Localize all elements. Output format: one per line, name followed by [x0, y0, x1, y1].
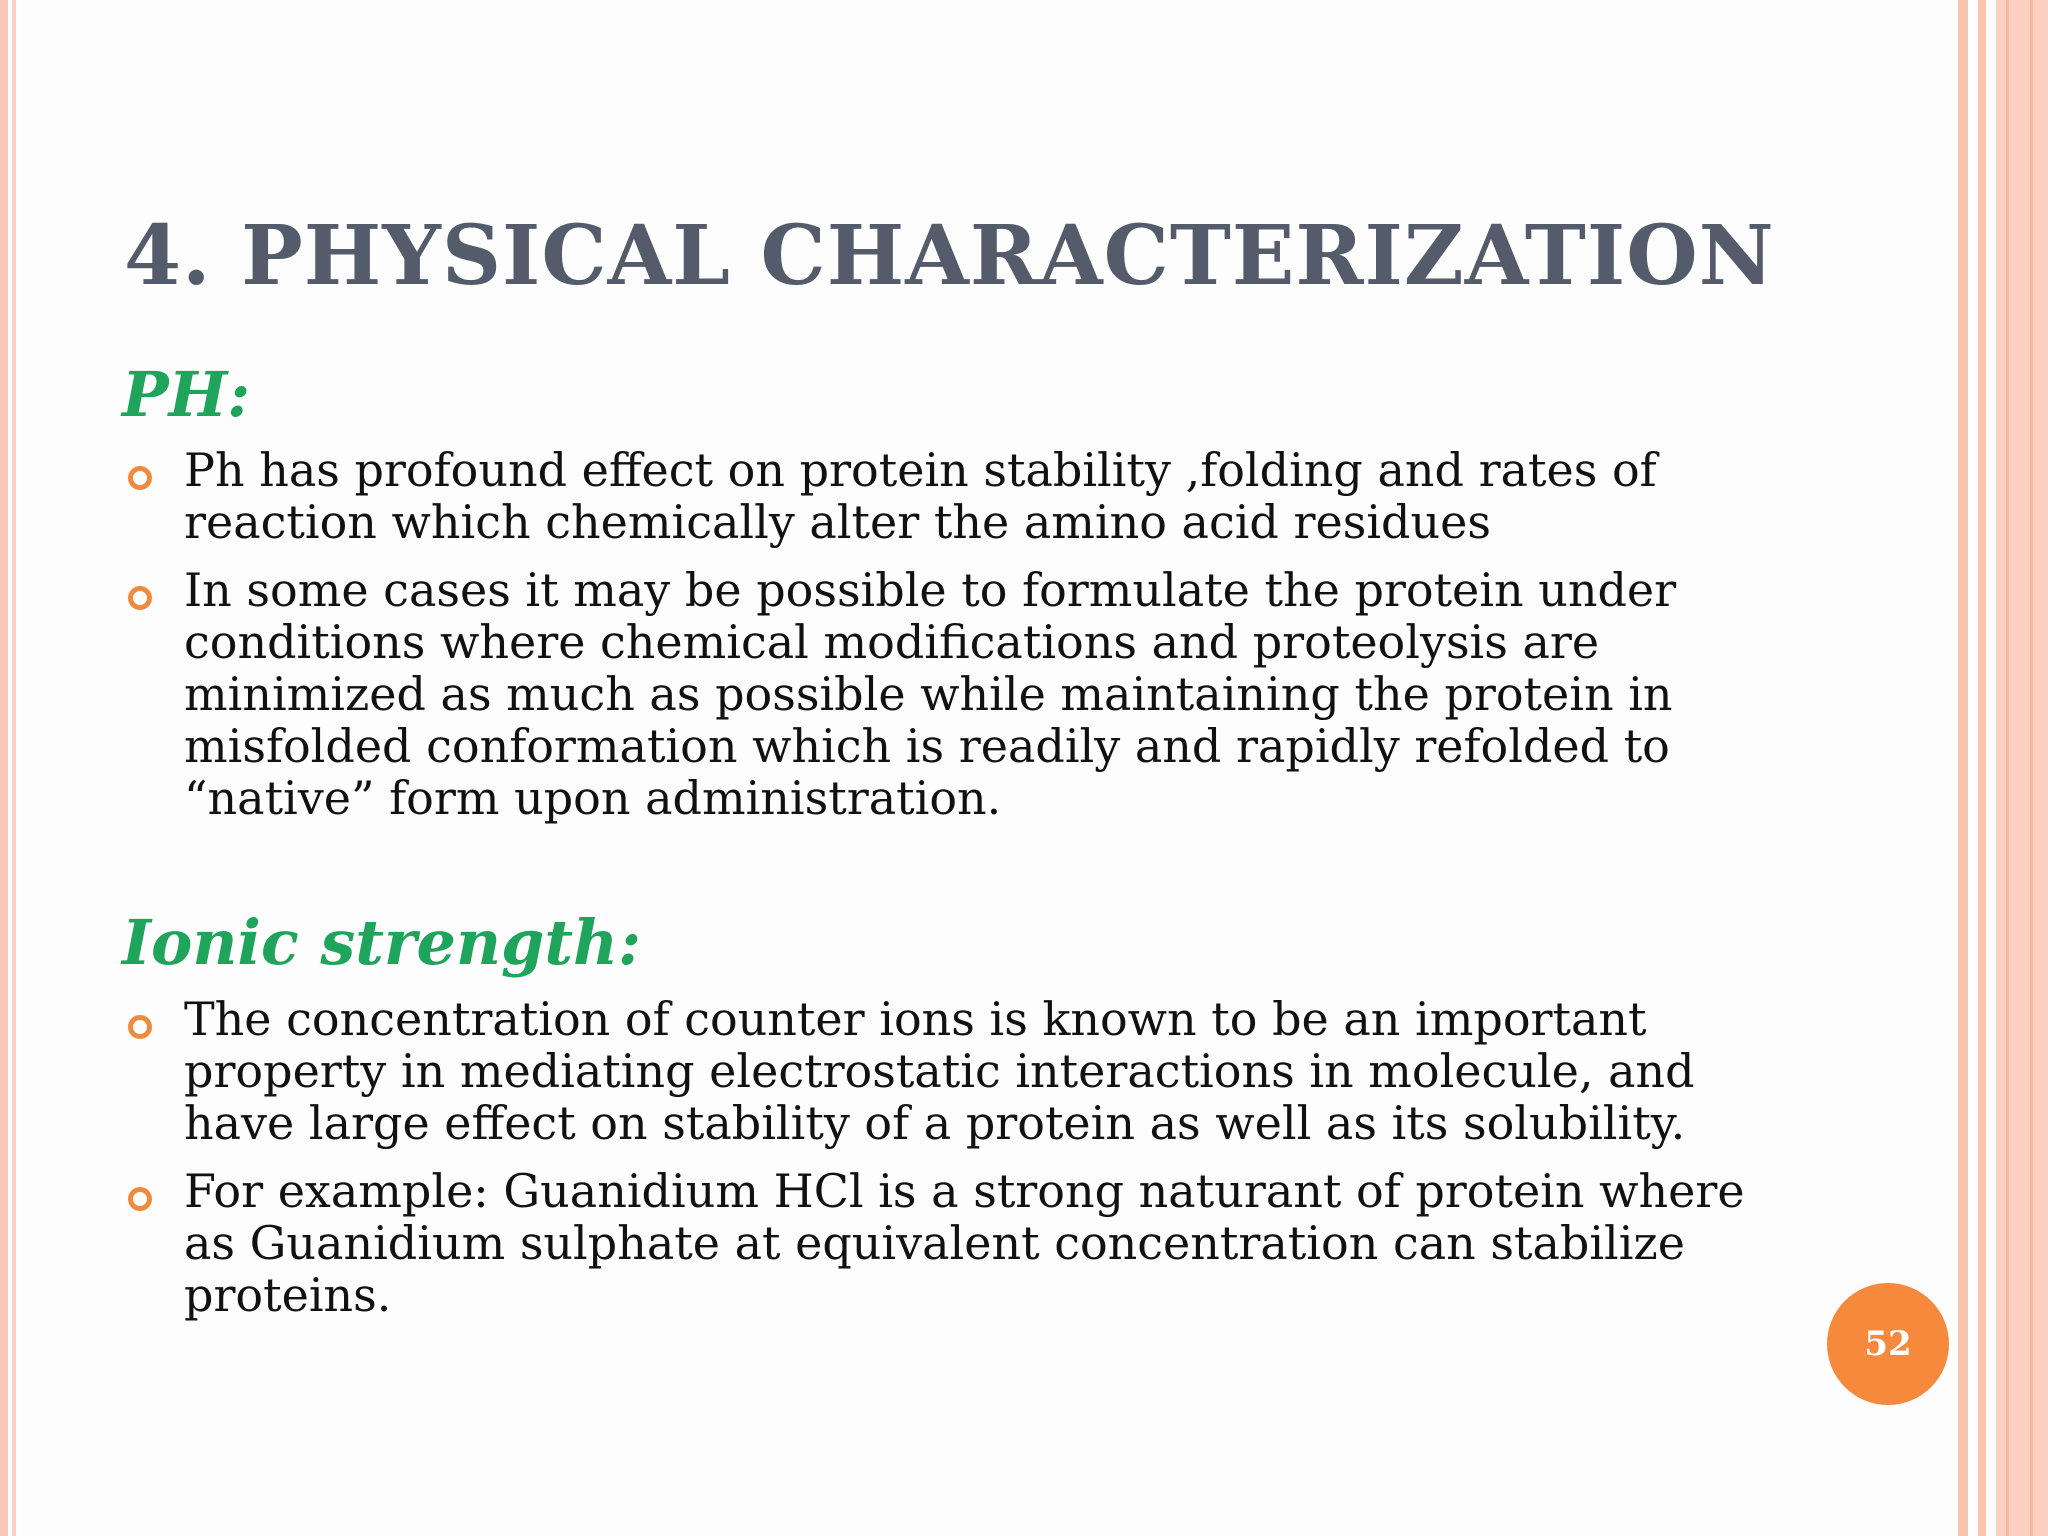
- bullet-text: In some cases it may be possible to formulate the protein under conditions where chemical modifications and proteolysis are minimized as much as possible while maintaining the protein in misfolded conformation which is readily and rapidly refolded to “native” form upon administration.: [184, 563, 1677, 825]
- section-heading-ph: PH:: [122, 358, 251, 431]
- right-border-band: [1978, 0, 1986, 1536]
- list-item: [120, 1165, 1800, 1321]
- left-border: [0, 0, 8, 1536]
- right-border-band: [1996, 0, 2048, 1536]
- page-number-badge: [1827, 1283, 1949, 1405]
- slide-title: 4. PHYSICAL CHARACTERIZATION: [124, 208, 1775, 304]
- circle-bullet-icon: [128, 466, 152, 490]
- right-border-line: [2006, 0, 2009, 1536]
- circle-bullet-icon: [128, 1187, 152, 1211]
- left-border-inner-line: [12, 0, 16, 1536]
- ionic-strength-bullet-list: [120, 993, 1800, 1337]
- page-number: 52: [1864, 1324, 1912, 1364]
- circle-bullet-icon: [128, 586, 152, 610]
- bullet-text: Ph has profound effect on protein stability ,folding and rates of reaction which chemically alter the amino acid residues: [184, 443, 1657, 549]
- bullet-text: The concentration of counter ions is known to be an important property in mediating electrostatic interactions in molecule, and have large effect on stability of a protein as well as its solubility.: [184, 992, 1695, 1150]
- list-item: [120, 993, 1800, 1149]
- right-border-band: [1958, 0, 1968, 1536]
- circle-bullet-icon: [128, 1015, 152, 1039]
- ph-bullet-list: [120, 444, 1800, 840]
- right-border-line: [2030, 0, 2033, 1536]
- bullet-text: For example: Guanidium HCl is a strong naturant of protein where as Guanidium sulphate at equivalent concentration can stabilize proteins.: [184, 1164, 1745, 1322]
- list-item: [120, 564, 1800, 824]
- list-item: [120, 444, 1800, 548]
- section-heading-ionic-strength: Ionic strength:: [122, 906, 642, 979]
